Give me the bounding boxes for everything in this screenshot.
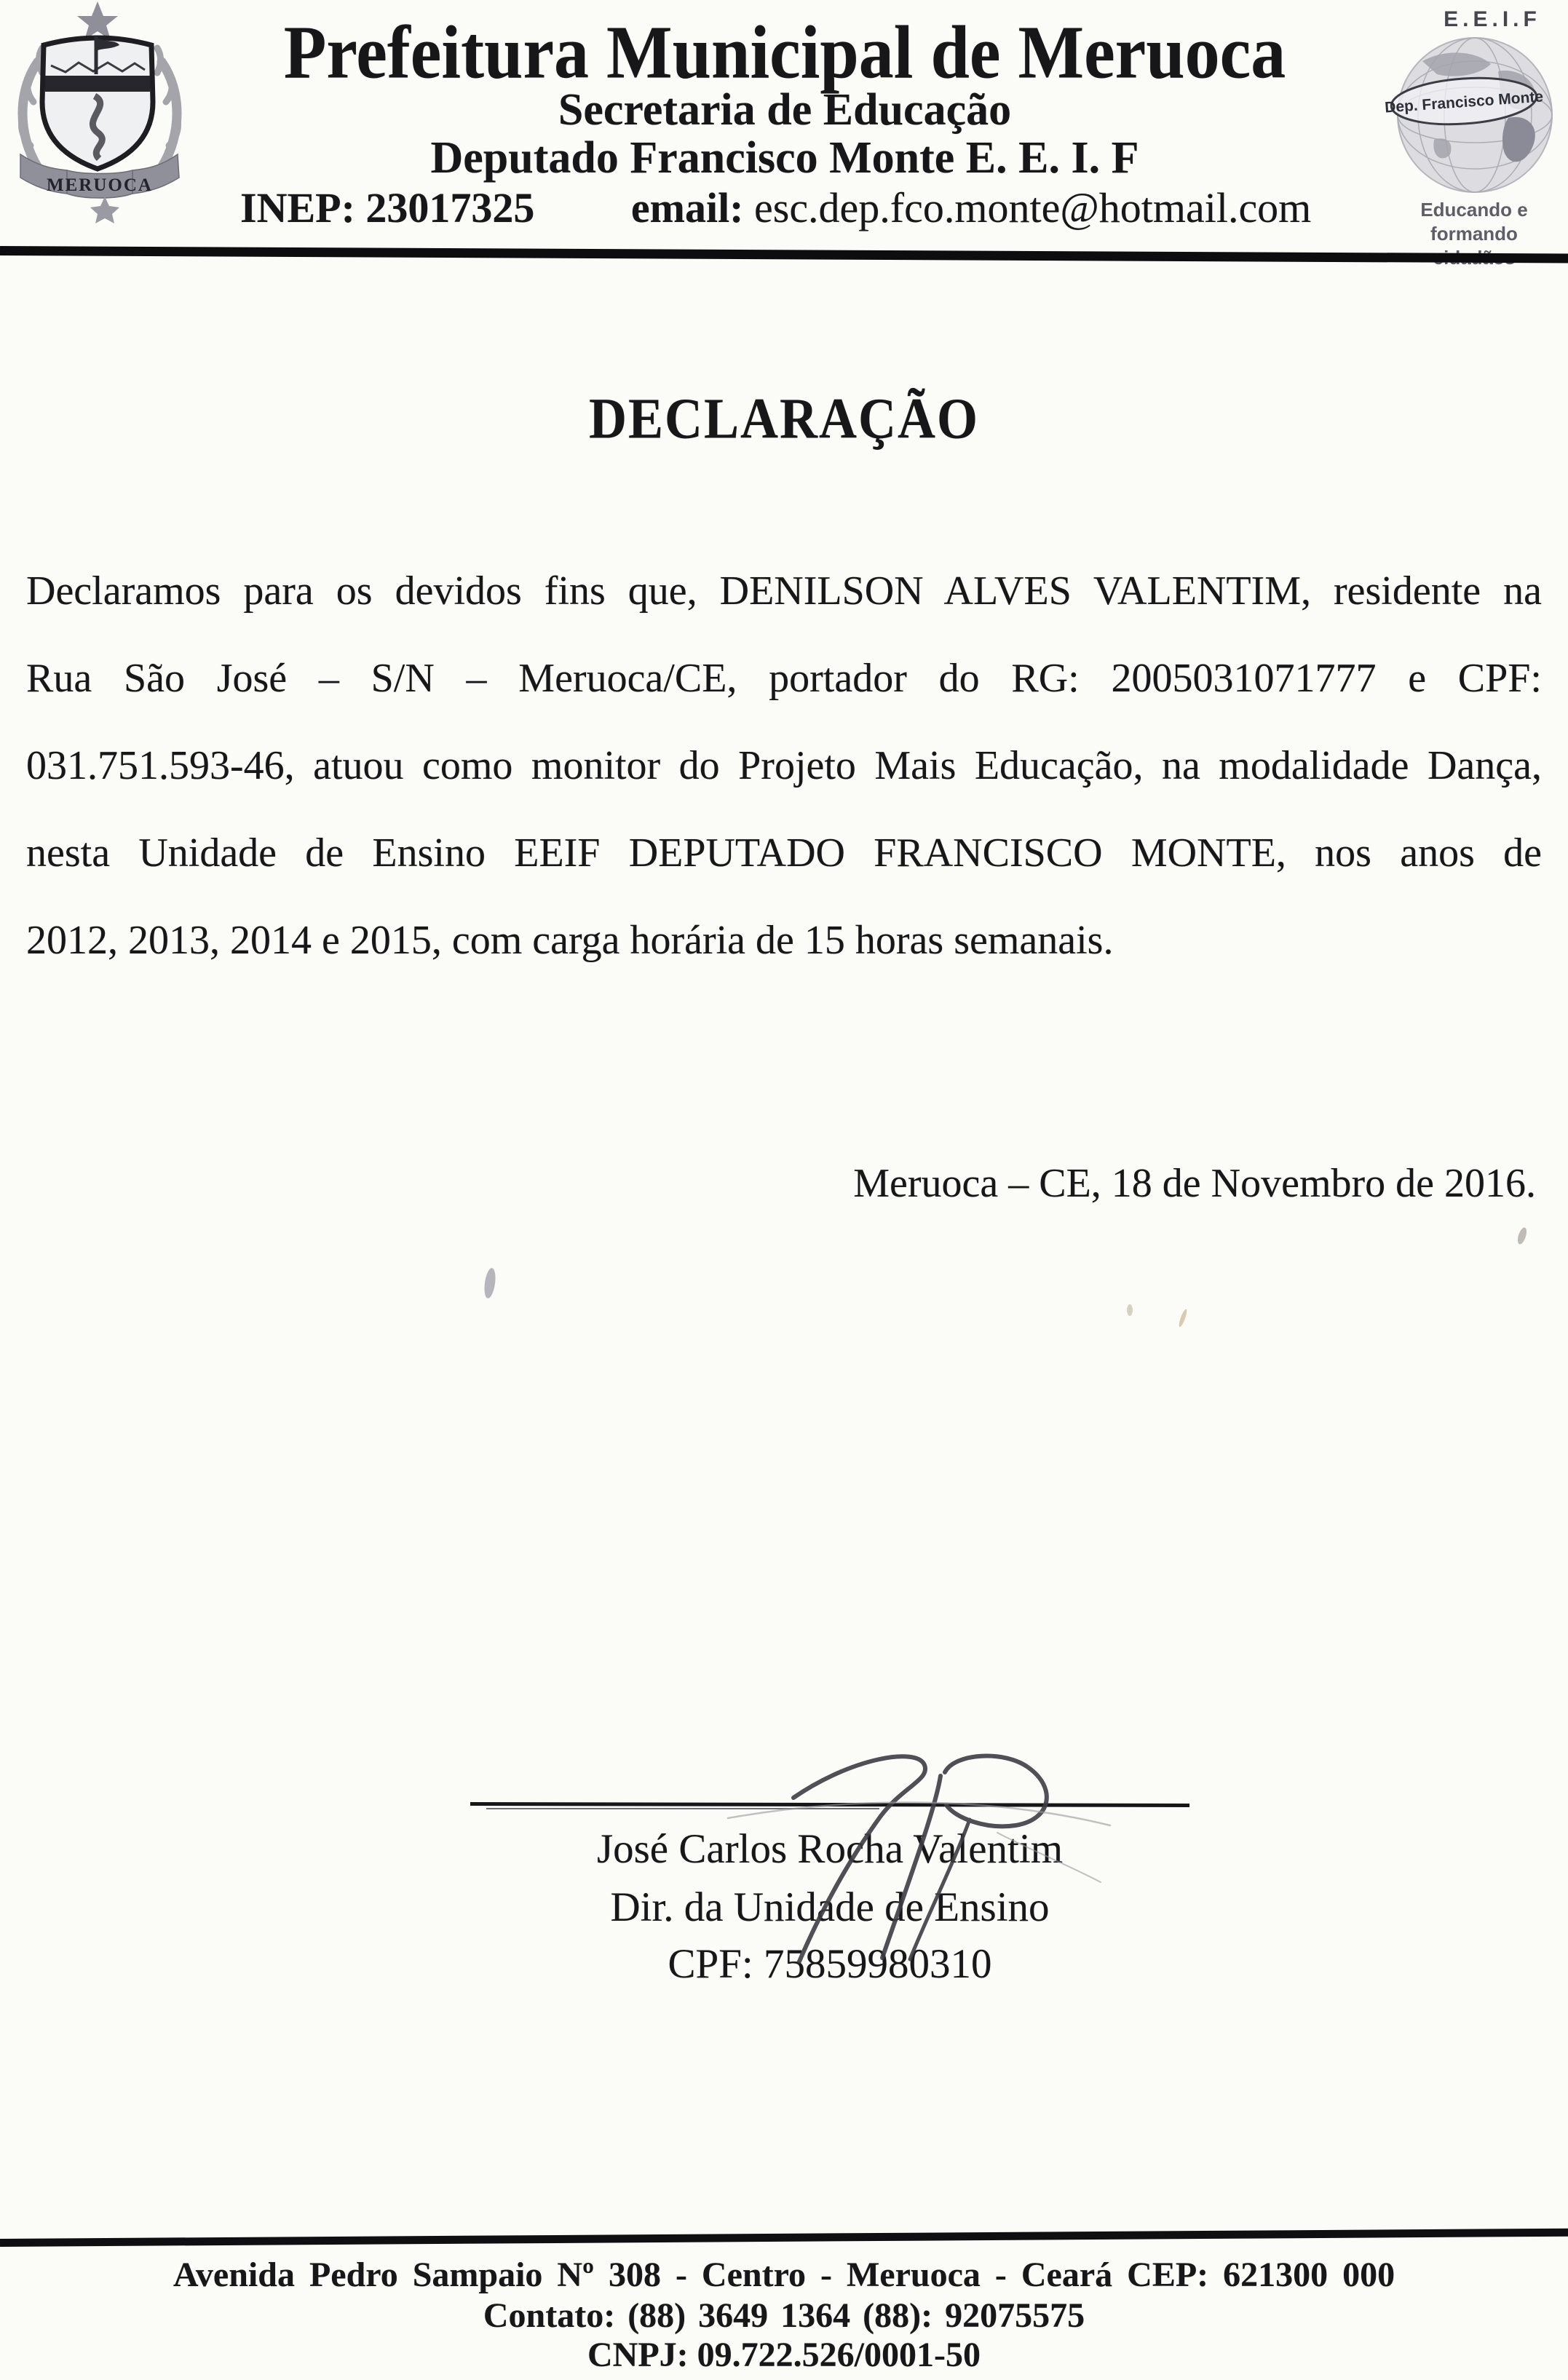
signatory-role: Dir. da Unidade de Ensino <box>610 1884 1050 1930</box>
school-globe-logo <box>1380 31 1568 199</box>
org-subtitle-school: Deputado Francisco Monte E. E. I. F <box>430 133 1139 183</box>
scan-speck <box>483 1267 497 1299</box>
org-subtitle-secretaria: Secretaria de Educação <box>558 85 1012 135</box>
municipal-crest-logo <box>9 0 191 226</box>
inep-email-line <box>240 183 1311 232</box>
footer-separator-rule <box>0 2229 1568 2247</box>
document-title: DECLARAÇÃO <box>588 386 980 451</box>
email-label: email: <box>630 184 744 231</box>
crest-bottom-star-icon <box>90 197 119 223</box>
handwritten-signature <box>684 1747 1121 1965</box>
signatory-name: José Carlos Rocha Valentim <box>596 1826 1064 1872</box>
school-acronym: E.E.I.F <box>1444 7 1541 31</box>
scan-speck <box>1127 1304 1133 1316</box>
globe-name-label: Dep. Francisco Monte <box>1384 88 1544 116</box>
date-line: Meruoca – CE, 18 de Novembro de 2016. <box>853 1161 1536 1206</box>
org-title: Prefeitura Municipal de Meruoca <box>283 9 1286 95</box>
school-tagline-line1: Educando e formando <box>1420 199 1528 245</box>
crest-banner-text: MERUOCA <box>47 175 153 195</box>
inep-value: 23017325 <box>365 184 535 231</box>
crest-band <box>45 76 150 92</box>
paragraph-line: 031.751.593-46, atuou como monitor do Projeto Mais Educação, na modalidade Dança, <box>26 743 1542 788</box>
footer-cnpj: CNPJ: 09.722.526/0001-50 <box>587 2336 981 2374</box>
footer-contact: Contato: (88) 3649 1364 (88): 92075575 <box>483 2296 1085 2335</box>
scan-speck <box>1178 1309 1189 1328</box>
inep-label: INEP: <box>240 184 355 231</box>
header-separator-rule <box>0 246 1568 263</box>
footer-address: Avenida Pedro Sampaio Nº 308 - Centro - Meruoca - Ceará CEP: 621300 000 <box>173 2256 1395 2294</box>
paragraph-line: Declaramos para os devidos fins que, DENILSON ALVES VALENTIM, residente na <box>26 568 1542 614</box>
signatory-cpf: CPF: 75859980310 <box>668 1941 992 1987</box>
paragraph-line: Rua São José – S/N – Meruoca/CE, portador do RG: 2005031071777 e CPF: <box>26 656 1542 701</box>
paragraph-line: 2012, 2013, 2014 e 2015, com carga horária de 15 horas semanais. <box>26 918 1114 963</box>
email-value: esc.dep.fco.monte@hotmail.com <box>754 184 1312 231</box>
paragraph-line: nesta Unidade de Ensino EEIF DEPUTADO FRANCISCO MONTE, nos anos de <box>26 830 1542 876</box>
scan-speck <box>1516 1226 1529 1245</box>
declaration-paragraph <box>26 547 1542 984</box>
crest-star-icon <box>77 1 118 40</box>
